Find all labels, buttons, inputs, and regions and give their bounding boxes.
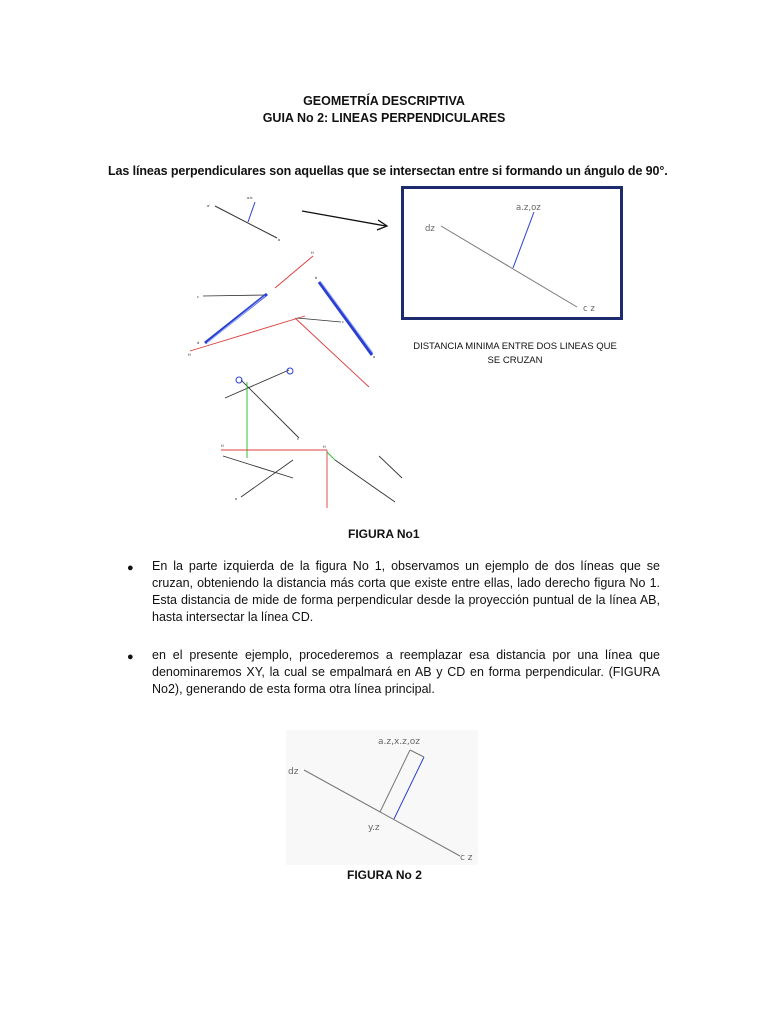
label-az-oz: a.z,oz (516, 203, 541, 213)
label-cz: c z (460, 853, 473, 863)
bullet-icon: ● (127, 562, 134, 574)
intro-paragraph: Las líneas perpendiculares son aquellas que se intersectan entre si formando un ángulo de 90°. (108, 164, 668, 178)
svg-text:d: d (197, 341, 200, 345)
svg-text:H: H (221, 444, 224, 448)
svg-text:c: c (297, 437, 299, 441)
figure1-distance-box (401, 186, 623, 320)
svg-text:c: c (197, 295, 199, 299)
distance-box-caption: DISTANCIA MINIMA ENTRE DOS LINEAS QUE SE CRUZAN (413, 341, 617, 366)
svg-text:b: b (315, 276, 318, 280)
bullet-icon: ● (127, 651, 134, 663)
svg-text:c: c (342, 320, 344, 324)
arrow-icon (300, 205, 392, 233)
label-yz: y.z (368, 823, 380, 833)
svg-text:H: H (311, 251, 314, 255)
bullet-paragraph-1: ● En la parte izquierda de la figura No 1, observamos un ejemplo de dos líneas que se cruzan, obteniendo la distancia más corta que existe entre ellas, lado derecho figura No 1. Esta distancia de mide de forma perpendicular desde la proyección puntual de la línea AB, hasta intersectar la línea CD. (127, 559, 660, 624)
svg-text:a: a (235, 497, 238, 501)
bullet-paragraph-2: ● en el presente ejemplo, procederemos a reemplazar esa distancia por una línea que denominaremos XY, la cual se empalmará en AB y CD en forma perpendicular. (FIGURA No2), generando de esta forma otra línea principal. (127, 648, 660, 696)
label-dz: dz (288, 767, 299, 777)
figure2-drawing (286, 730, 478, 865)
document-title: GEOMETRÍA DESCRIPTIVA (303, 94, 465, 108)
label-dz: dz (425, 224, 435, 234)
figure2-caption: FIGURA No 2 (347, 868, 422, 882)
svg-text:a': a' (207, 204, 211, 208)
figure1-caption: FIGURA No1 (348, 527, 420, 541)
label-az-xz-oz: a.z,x.z,oz (378, 737, 420, 747)
svg-text:a.b: a.b (247, 196, 253, 200)
svg-text:H: H (323, 445, 326, 449)
svg-text:a: a (373, 355, 376, 359)
document-subtitle: GUIA No 2: LINEAS PERPENDICULARES (262, 111, 506, 125)
figure1-construction-drawing (185, 190, 425, 515)
svg-text:b: b (278, 238, 281, 242)
label-cz: c z (583, 304, 595, 314)
svg-text:H: H (188, 353, 191, 357)
